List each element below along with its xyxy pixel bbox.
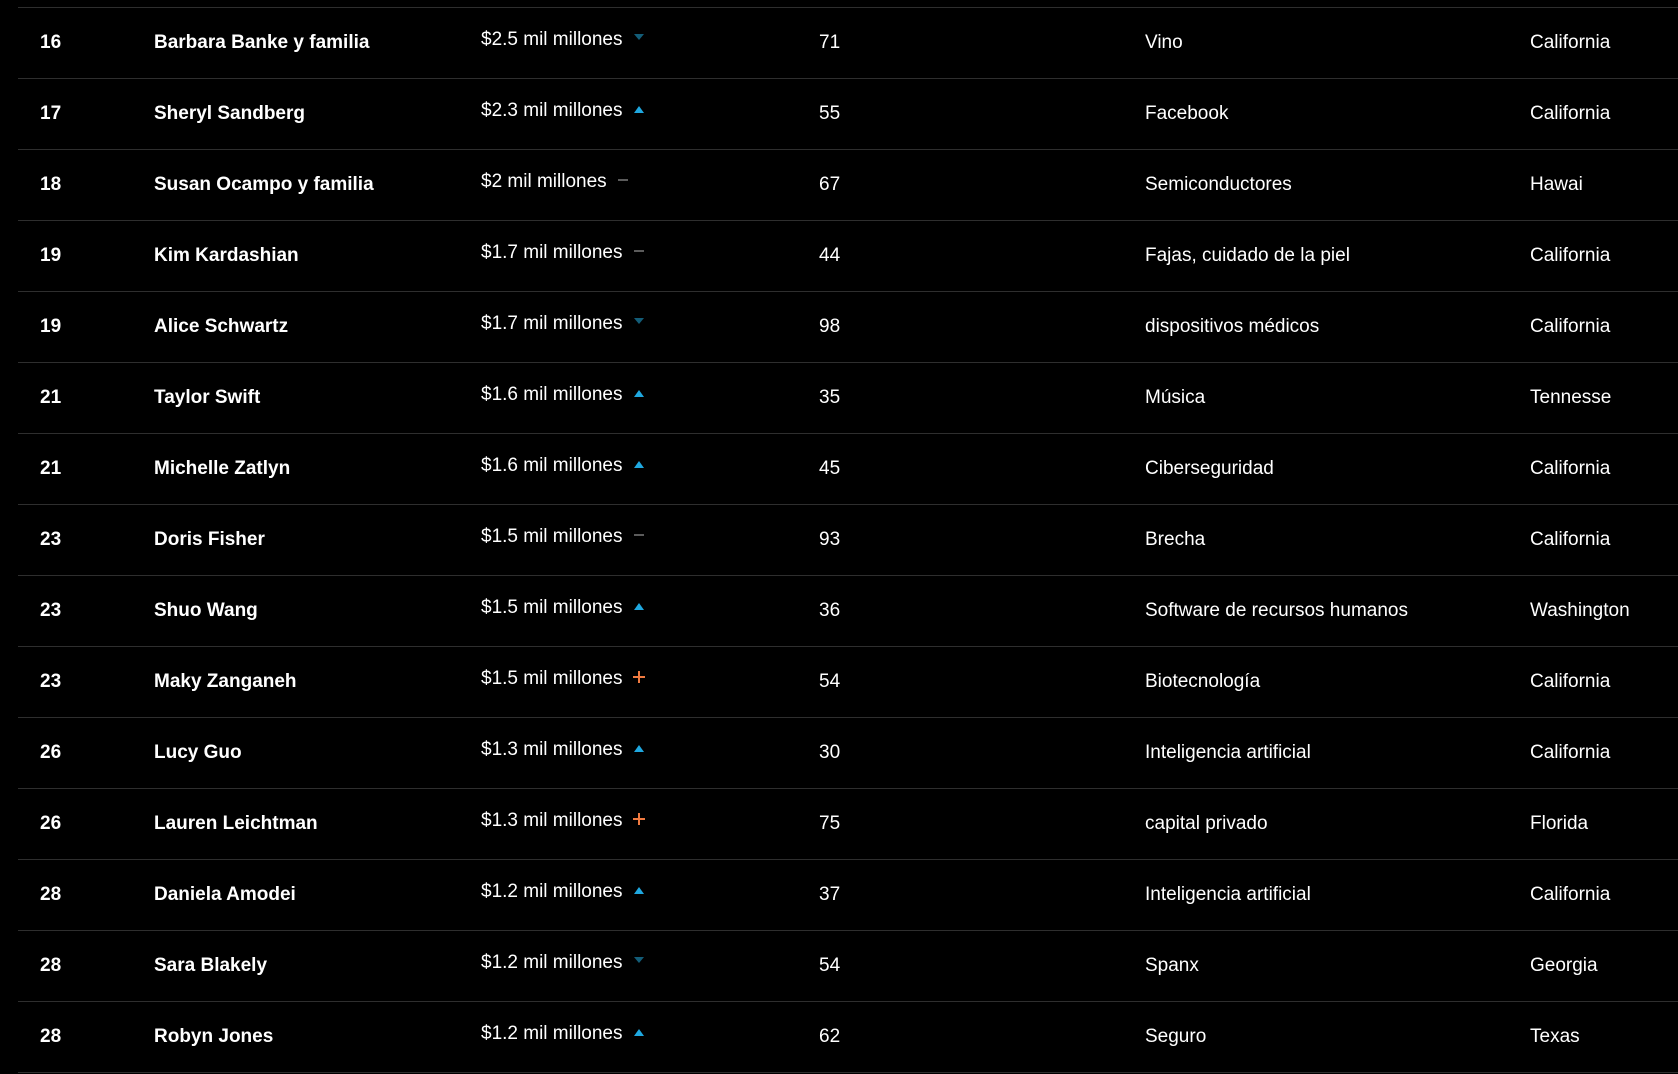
source-cell: Seguro: [1145, 1026, 1207, 1047]
trend-down-icon: [633, 318, 645, 330]
age-cell: 75: [819, 813, 841, 834]
net-worth-value: $1.3 mil millones: [481, 810, 623, 831]
age-cell: 37: [819, 884, 841, 905]
rank-cell: 23: [40, 529, 62, 550]
state-cell: California: [1530, 884, 1611, 905]
net-worth-value: $2.3 mil millones: [481, 100, 623, 121]
age-cell: 98: [819, 316, 841, 337]
state-cell: Washington: [1530, 600, 1630, 621]
net-worth-cell: [481, 218, 645, 288]
net-worth-cell: [481, 360, 645, 430]
state-cell: California: [1530, 245, 1611, 266]
name-cell[interactable]: Daniela Amodei: [154, 884, 296, 905]
rank-cell: 23: [40, 600, 62, 621]
state-cell: California: [1530, 458, 1611, 479]
ranking-table: [18, 0, 1678, 1073]
net-worth-cell: [481, 644, 645, 714]
age-cell: 44: [819, 245, 841, 266]
name-cell[interactable]: Barbara Banke y familia: [154, 32, 370, 53]
age-cell: 71: [819, 32, 841, 53]
table-row[interactable]: [18, 363, 1678, 434]
rank-cell: 19: [40, 245, 62, 266]
rank-cell: 23: [40, 671, 62, 692]
table-row[interactable]: [18, 860, 1678, 931]
net-worth-value: $2 mil millones: [481, 171, 607, 192]
source-cell: Semiconductores: [1145, 174, 1292, 195]
table-row[interactable]: [18, 79, 1678, 150]
table-row[interactable]: [18, 647, 1678, 718]
source-cell: capital privado: [1145, 813, 1268, 834]
net-worth-value: $1.6 mil millones: [481, 455, 623, 476]
table-row[interactable]: [18, 789, 1678, 860]
net-worth-cell: [481, 786, 645, 856]
trend-up-icon: [633, 1028, 645, 1040]
trend-up-icon: [633, 602, 645, 614]
net-worth-value: $1.2 mil millones: [481, 952, 623, 973]
source-cell: Inteligencia artificial: [1145, 742, 1311, 763]
age-cell: 93: [819, 529, 841, 550]
table-row[interactable]: [18, 1002, 1678, 1073]
rank-cell: 28: [40, 1026, 62, 1047]
name-cell[interactable]: Robyn Jones: [154, 1026, 274, 1047]
state-cell: California: [1530, 529, 1611, 550]
table-row[interactable]: [18, 434, 1678, 505]
name-cell[interactable]: Alice Schwartz: [154, 316, 289, 337]
age-cell: 35: [819, 387, 841, 408]
source-cell: dispositivos médicos: [1145, 316, 1320, 337]
net-worth-value: $1.7 mil millones: [481, 242, 623, 263]
name-cell[interactable]: Susan Ocampo y familia: [154, 174, 374, 195]
net-worth-cell: [481, 431, 645, 501]
name-cell[interactable]: Michelle Zatlyn: [154, 458, 291, 479]
rank-cell: 17: [40, 103, 62, 124]
net-worth-cell: [481, 147, 629, 217]
age-cell: 55: [819, 103, 841, 124]
net-worth-value: $2.5 mil millones: [481, 29, 623, 50]
net-worth-value: $1.5 mil millones: [481, 668, 623, 689]
source-cell: Vino: [1145, 32, 1183, 53]
trend-down-icon: [633, 957, 645, 969]
name-cell[interactable]: Sara Blakely: [154, 955, 268, 976]
net-worth-cell: [481, 857, 645, 927]
new-entry-plus-icon: [633, 815, 645, 827]
trend-unchanged-icon: [633, 247, 645, 259]
rank-cell: 19: [40, 316, 62, 337]
rank-cell: 18: [40, 174, 62, 195]
state-cell: California: [1530, 671, 1611, 692]
trend-unchanged-icon: [633, 531, 645, 543]
name-cell[interactable]: Lucy Guo: [154, 742, 242, 763]
table-row[interactable]: [18, 221, 1678, 292]
trend-up-icon: [633, 744, 645, 756]
source-cell: Música: [1145, 387, 1206, 408]
net-worth-cell: [481, 289, 645, 359]
rank-cell: 21: [40, 458, 62, 479]
net-worth-value: $1.3 mil millones: [481, 739, 623, 760]
net-worth-cell: [481, 76, 645, 146]
state-cell: Texas: [1530, 1026, 1580, 1047]
net-worth-cell: [481, 5, 645, 75]
state-cell: Georgia: [1530, 955, 1598, 976]
net-worth-value: $1.2 mil millones: [481, 1023, 623, 1044]
table-row[interactable]: [18, 150, 1678, 221]
table-row[interactable]: [18, 292, 1678, 363]
source-cell: Software de recursos humanos: [1145, 600, 1408, 621]
age-cell: 54: [819, 671, 841, 692]
rank-cell: 28: [40, 955, 62, 976]
name-cell[interactable]: Taylor Swift: [154, 387, 261, 408]
name-cell[interactable]: Doris Fisher: [154, 529, 265, 550]
net-worth-value: $1.7 mil millones: [481, 313, 623, 334]
source-cell: Facebook: [1145, 103, 1229, 124]
age-cell: 30: [819, 742, 841, 763]
state-cell: Hawai: [1530, 174, 1583, 195]
source-cell: Brecha: [1145, 529, 1206, 550]
trend-up-icon: [633, 105, 645, 117]
age-cell: 45: [819, 458, 841, 479]
age-cell: 36: [819, 600, 841, 621]
name-cell[interactable]: Kim Kardashian: [154, 245, 299, 266]
table-row[interactable]: [18, 718, 1678, 789]
age-cell: 67: [819, 174, 841, 195]
state-cell: Florida: [1530, 813, 1589, 834]
table-body: [18, 8, 1678, 1073]
table-row[interactable]: [18, 505, 1678, 576]
name-cell[interactable]: Lauren Leichtman: [154, 813, 318, 834]
name-cell[interactable]: Sheryl Sandberg: [154, 103, 305, 124]
net-worth-cell: [481, 502, 645, 572]
age-cell: 54: [819, 955, 841, 976]
table-top-divider: [18, 0, 1678, 8]
rank-cell: 26: [40, 813, 62, 834]
trend-unchanged-icon: [617, 176, 629, 188]
state-cell: California: [1530, 32, 1611, 53]
source-cell: Spanx: [1145, 955, 1199, 976]
net-worth-value: $1.2 mil millones: [481, 881, 623, 902]
trend-up-icon: [633, 886, 645, 898]
rank-cell: 16: [40, 32, 62, 53]
table-row[interactable]: [18, 8, 1678, 79]
state-cell: California: [1530, 103, 1611, 124]
source-cell: Fajas, cuidado de la piel: [1145, 245, 1350, 266]
net-worth-value: $1.5 mil millones: [481, 526, 623, 547]
net-worth-cell: [481, 999, 645, 1069]
name-cell[interactable]: Maky Zanganeh: [154, 671, 297, 692]
state-cell: California: [1530, 742, 1611, 763]
trend-up-icon: [633, 460, 645, 472]
source-cell: Inteligencia artificial: [1145, 884, 1311, 905]
name-cell[interactable]: Shuo Wang: [154, 600, 258, 621]
net-worth-cell: [481, 928, 645, 998]
rank-cell: 21: [40, 387, 62, 408]
source-cell: Ciberseguridad: [1145, 458, 1274, 479]
net-worth-cell: [481, 573, 645, 643]
net-worth-cell: [481, 715, 645, 785]
state-cell: Tennesse: [1530, 387, 1612, 408]
rank-cell: 26: [40, 742, 62, 763]
table-row[interactable]: [18, 576, 1678, 647]
trend-down-icon: [633, 34, 645, 46]
source-cell: Biotecnología: [1145, 671, 1261, 692]
age-cell: 62: [819, 1026, 841, 1047]
rank-cell: 28: [40, 884, 62, 905]
net-worth-value: $1.6 mil millones: [481, 384, 623, 405]
state-cell: California: [1530, 316, 1611, 337]
new-entry-plus-icon: [633, 673, 645, 685]
table-row[interactable]: [18, 931, 1678, 1002]
trend-up-icon: [633, 389, 645, 401]
net-worth-value: $1.5 mil millones: [481, 597, 623, 618]
